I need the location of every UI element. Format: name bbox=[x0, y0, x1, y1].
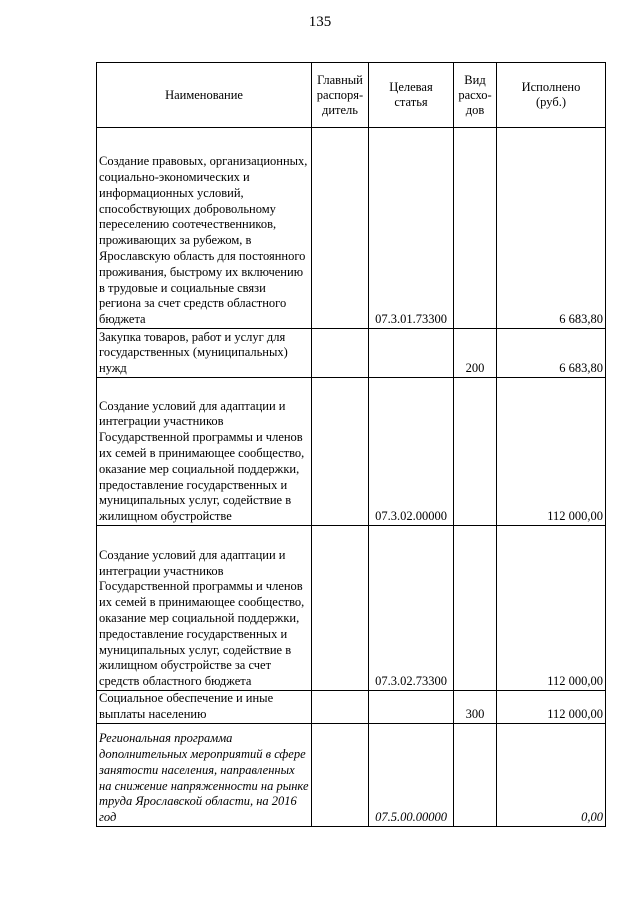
row-executed: 112 000,00 bbox=[497, 526, 606, 691]
row-type bbox=[454, 526, 497, 691]
row-type: 300 bbox=[454, 691, 497, 724]
row-manager bbox=[312, 378, 369, 526]
row-executed: 6 683,80 bbox=[497, 329, 606, 378]
table-row bbox=[97, 691, 606, 724]
budget-table bbox=[96, 62, 606, 827]
row-type bbox=[454, 128, 497, 329]
row-name: Создание условий для адаптации и интеграции участников Государственной программы и членов их семей в принимающее сообщество, оказание мер социальной поддержки, предоставление государственных и муниципальных услуг, содействие в жилищном обустройстве за счет средств областного бюджета bbox=[97, 526, 312, 691]
header-expense-type: Вид расхо- дов bbox=[454, 63, 497, 128]
row-name: Закупка товаров, работ и услуг для государственных (муниципальных) нужд bbox=[97, 329, 312, 378]
row-name: Создание условий для адаптации и интеграции участников Государственной программы и членов их семей в принимающее сообщество, оказание мер социальной поддержки, предоставление государственных и муниципальных услуг, содействие в жилищном обустройстве bbox=[97, 378, 312, 526]
table-row bbox=[97, 128, 606, 329]
row-manager bbox=[312, 128, 369, 329]
row-executed: 0,00 bbox=[497, 724, 606, 827]
row-target bbox=[369, 691, 454, 724]
row-manager bbox=[312, 329, 369, 378]
row-executed: 6 683,80 bbox=[497, 128, 606, 329]
row-manager bbox=[312, 526, 369, 691]
table-row bbox=[97, 378, 606, 526]
row-type bbox=[454, 724, 497, 827]
row-target bbox=[369, 329, 454, 378]
header-target-article: Целевая статья bbox=[369, 63, 454, 128]
row-target: 07.3.01.73300 bbox=[369, 128, 454, 329]
row-executed: 112 000,00 bbox=[497, 378, 606, 526]
row-target: 07.5.00.00000 bbox=[369, 724, 454, 827]
table-header-row bbox=[97, 63, 606, 128]
row-executed: 112 000,00 bbox=[497, 691, 606, 724]
header-executed: Исполнено (руб.) bbox=[497, 63, 606, 128]
row-name: Социальное обеспечение и иные выплаты населению bbox=[97, 691, 312, 724]
row-manager bbox=[312, 724, 369, 827]
row-target: 07.3.02.73300 bbox=[369, 526, 454, 691]
header-main-manager: Главный распоря- дитель bbox=[312, 63, 369, 128]
row-type: 200 bbox=[454, 329, 497, 378]
row-target: 07.3.02.00000 bbox=[369, 378, 454, 526]
table-row bbox=[97, 724, 606, 827]
table-row bbox=[97, 329, 606, 378]
table-row bbox=[97, 526, 606, 691]
row-name: Региональная программа дополнительных мероприятий в сфере занятости населения, направленных на снижение напряженности на рынке труда Ярославской области, на 2016 год bbox=[97, 724, 312, 827]
row-name: Создание правовых, организационных, социально-экономических и информационных условий, способствующих добровольному переселению соотечественников, проживающих за рубежом, в Ярославскую область для постоянного проживания, быстрому их включению в трудовые и социальные связи региона за счет средств областного бюджета bbox=[97, 128, 312, 329]
page-number: 135 bbox=[308, 14, 332, 30]
row-manager bbox=[312, 691, 369, 724]
header-name: Наименование bbox=[97, 63, 312, 128]
row-type bbox=[454, 378, 497, 526]
